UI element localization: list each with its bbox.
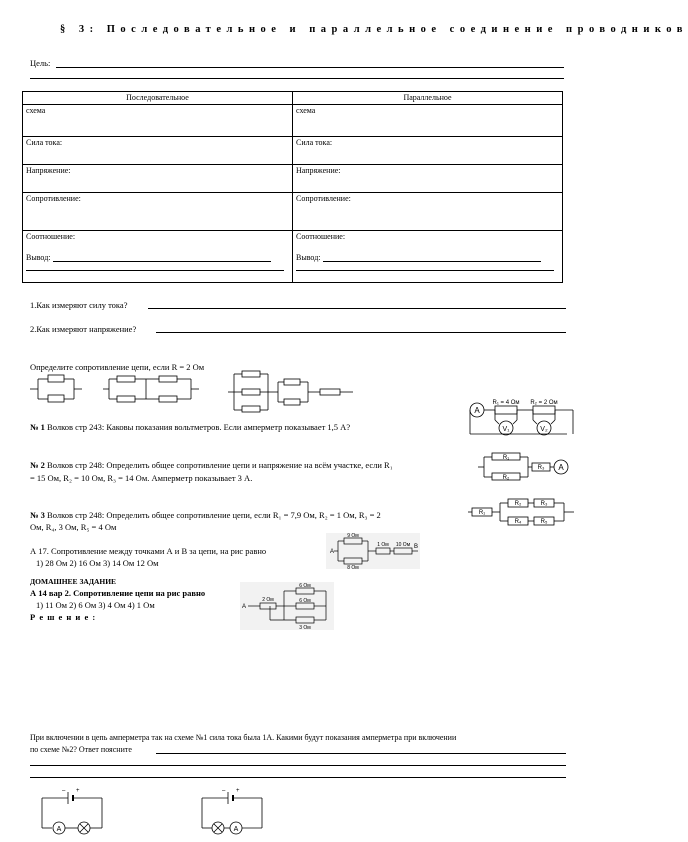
homework-r3-label: 6 Ом <box>299 598 311 604</box>
final-answer-line-1[interactable] <box>156 753 566 754</box>
a17-point-b: B <box>414 544 419 550</box>
task-1-ammeter-label: A <box>474 406 480 415</box>
cell-parallel-ratio[interactable]: Соотношение: Вывод: <box>293 231 563 283</box>
question-2-answer-line[interactable] <box>156 332 566 333</box>
goal-label: Цель: <box>30 58 51 68</box>
a17-r1-label: 9 Ом <box>347 533 359 539</box>
homework-point-a: A <box>242 604 247 610</box>
bottom-circuit-2-ammeter-label: A <box>233 826 239 833</box>
homework-title: ДОМАШНЕЕ ЗАДАНИЕ <box>30 577 117 586</box>
bottom-circuit-2 <box>200 786 266 836</box>
cell-parallel-resistance[interactable]: Сопротивление: <box>293 193 563 231</box>
final-question-line-1: При включении в цепь амперметра так на схеме №1 сила тока была 1А. Какими будут показания амперметра при включении <box>30 733 457 742</box>
goal-answer-line[interactable] <box>56 67 564 68</box>
cell-parallel-current[interactable]: Сила тока: <box>293 137 563 165</box>
resistance-task: Определите сопротивление цепи, если R = 2 Ом <box>30 362 205 372</box>
cell-series-resistance[interactable]: Сопротивление: <box>23 193 293 231</box>
question-1: 1.Как измеряют силу тока? <box>30 300 128 310</box>
task-2-line-2: = 15 Ом, R₂ = 10 Ом, R₃ = 14 Ом. Амперметр показывает 3 А. <box>30 473 253 483</box>
task-3-r5-label: R₅ <box>540 519 548 525</box>
task-1: № 1 Волков стр 243: Каковы показания вольтметров. Если амперметр показывает 1,5 А? <box>30 422 351 432</box>
homework-solution-label: Р е ш е н и е : <box>30 612 97 622</box>
cell-series-ratio[interactable]: Соотношение: Вывод: <box>23 231 293 283</box>
a17-title: А 17. Сопротивление между точками А и В за цепи, на рис равно <box>30 546 267 556</box>
task-1-v1-label: V₁ <box>502 426 510 433</box>
header-series: Последовательное <box>23 92 293 105</box>
bottom-circuit-1 <box>40 786 106 836</box>
task-3-line-2: Ом, R₄, 3 Ом, R₅ = 4 Ом <box>30 522 117 532</box>
task-1-r2-label: R₂ = 2 Ом <box>530 400 558 406</box>
goal-answer-line-2[interactable] <box>30 78 564 79</box>
homework-r4-label: 3 Ом <box>299 625 311 631</box>
bottom-circuit-1-minus: – <box>62 788 66 794</box>
task-3-r3-label: R₃ <box>540 501 548 507</box>
task-3-circuit <box>468 496 574 530</box>
task-3-line-1: № 3 Волков стр 248: Определить общее сопротивление цепи, если R₁ = 7,9 Ом, R₂ = 1 Ом, R₃ = 2 <box>30 510 381 520</box>
task-2-ammeter-label: A <box>558 463 564 472</box>
homework-r1-label: 2 Ом <box>262 597 274 603</box>
task-3-r1-label: R₁ <box>478 510 486 516</box>
cell-series-voltage[interactable]: Напряжение: <box>23 165 293 193</box>
page-title: § 3: Последовательное и параллельное соединение проводников <box>60 24 688 35</box>
header-parallel: Параллельное <box>293 92 563 105</box>
bottom-circuit-1-plus: + <box>76 788 80 794</box>
homework-task: А 14 вар 2. Сопротивление цепи на рис равно <box>30 588 206 598</box>
bottom-circuit-2-plus: + <box>236 788 240 794</box>
task-1-r1-label: R₁ = 4 Ом <box>492 400 520 406</box>
task-2-line-1: № 2 Волков стр 248: Определить общее сопротивление цепи и напряжение на всём участке, если R₁ <box>30 460 393 470</box>
question-2: 2.Как измеряют напряжение? <box>30 324 137 334</box>
cell-series-scheme[interactable]: схема <box>23 105 293 137</box>
task-1-v2-label: V₂ <box>540 426 548 433</box>
final-answer-line-2[interactable] <box>30 765 566 766</box>
cell-parallel-scheme[interactable]: схема <box>293 105 563 137</box>
homework-circuit <box>240 582 334 630</box>
task-3-r4-label: R₄ <box>514 519 522 525</box>
a17-circuit <box>326 533 420 569</box>
homework-r2-label: 6 Ом <box>299 583 311 589</box>
task-2-r2-label: R₂ <box>502 475 510 481</box>
bottom-circuit-2-minus: – <box>222 788 226 794</box>
cell-series-current[interactable]: Сила тока: <box>23 137 293 165</box>
task-2-r1-label: R₁ <box>502 455 510 461</box>
task-2-r3-label: R₃ <box>537 465 545 471</box>
homework-options[interactable]: 1) 11 Ом 2) 6 Ом 3) 4 Ом 4) 1 Ом <box>36 600 155 610</box>
final-question-line-2: по схеме №2? Ответ поясните <box>30 745 132 754</box>
a17-r4-label: 10 Ом <box>395 542 411 548</box>
cell-parallel-voltage[interactable]: Напряжение: <box>293 165 563 193</box>
task-3-r2-label: R₂ <box>514 501 522 507</box>
question-1-answer-line[interactable] <box>148 308 566 309</box>
parallel-circuit-diagram-a <box>30 373 82 405</box>
mixed-circuit-diagram-b <box>103 373 199 405</box>
a17-r3-label: 1 Ом <box>377 542 389 548</box>
task-2-circuit <box>478 452 570 482</box>
final-answer-line-3[interactable] <box>30 777 566 778</box>
a17-point-a: A <box>330 549 335 555</box>
mixed-circuit-diagram-c <box>228 370 353 412</box>
a17-r2-label: 8 Ом <box>347 565 359 571</box>
a17-options[interactable]: 1) 28 Ом 2) 16 Ом 3) 14 Ом 12 Ом <box>36 558 159 568</box>
comparison-table <box>22 91 563 283</box>
task-1-circuit <box>467 400 579 442</box>
bottom-circuit-1-ammeter-label: A <box>56 826 62 833</box>
